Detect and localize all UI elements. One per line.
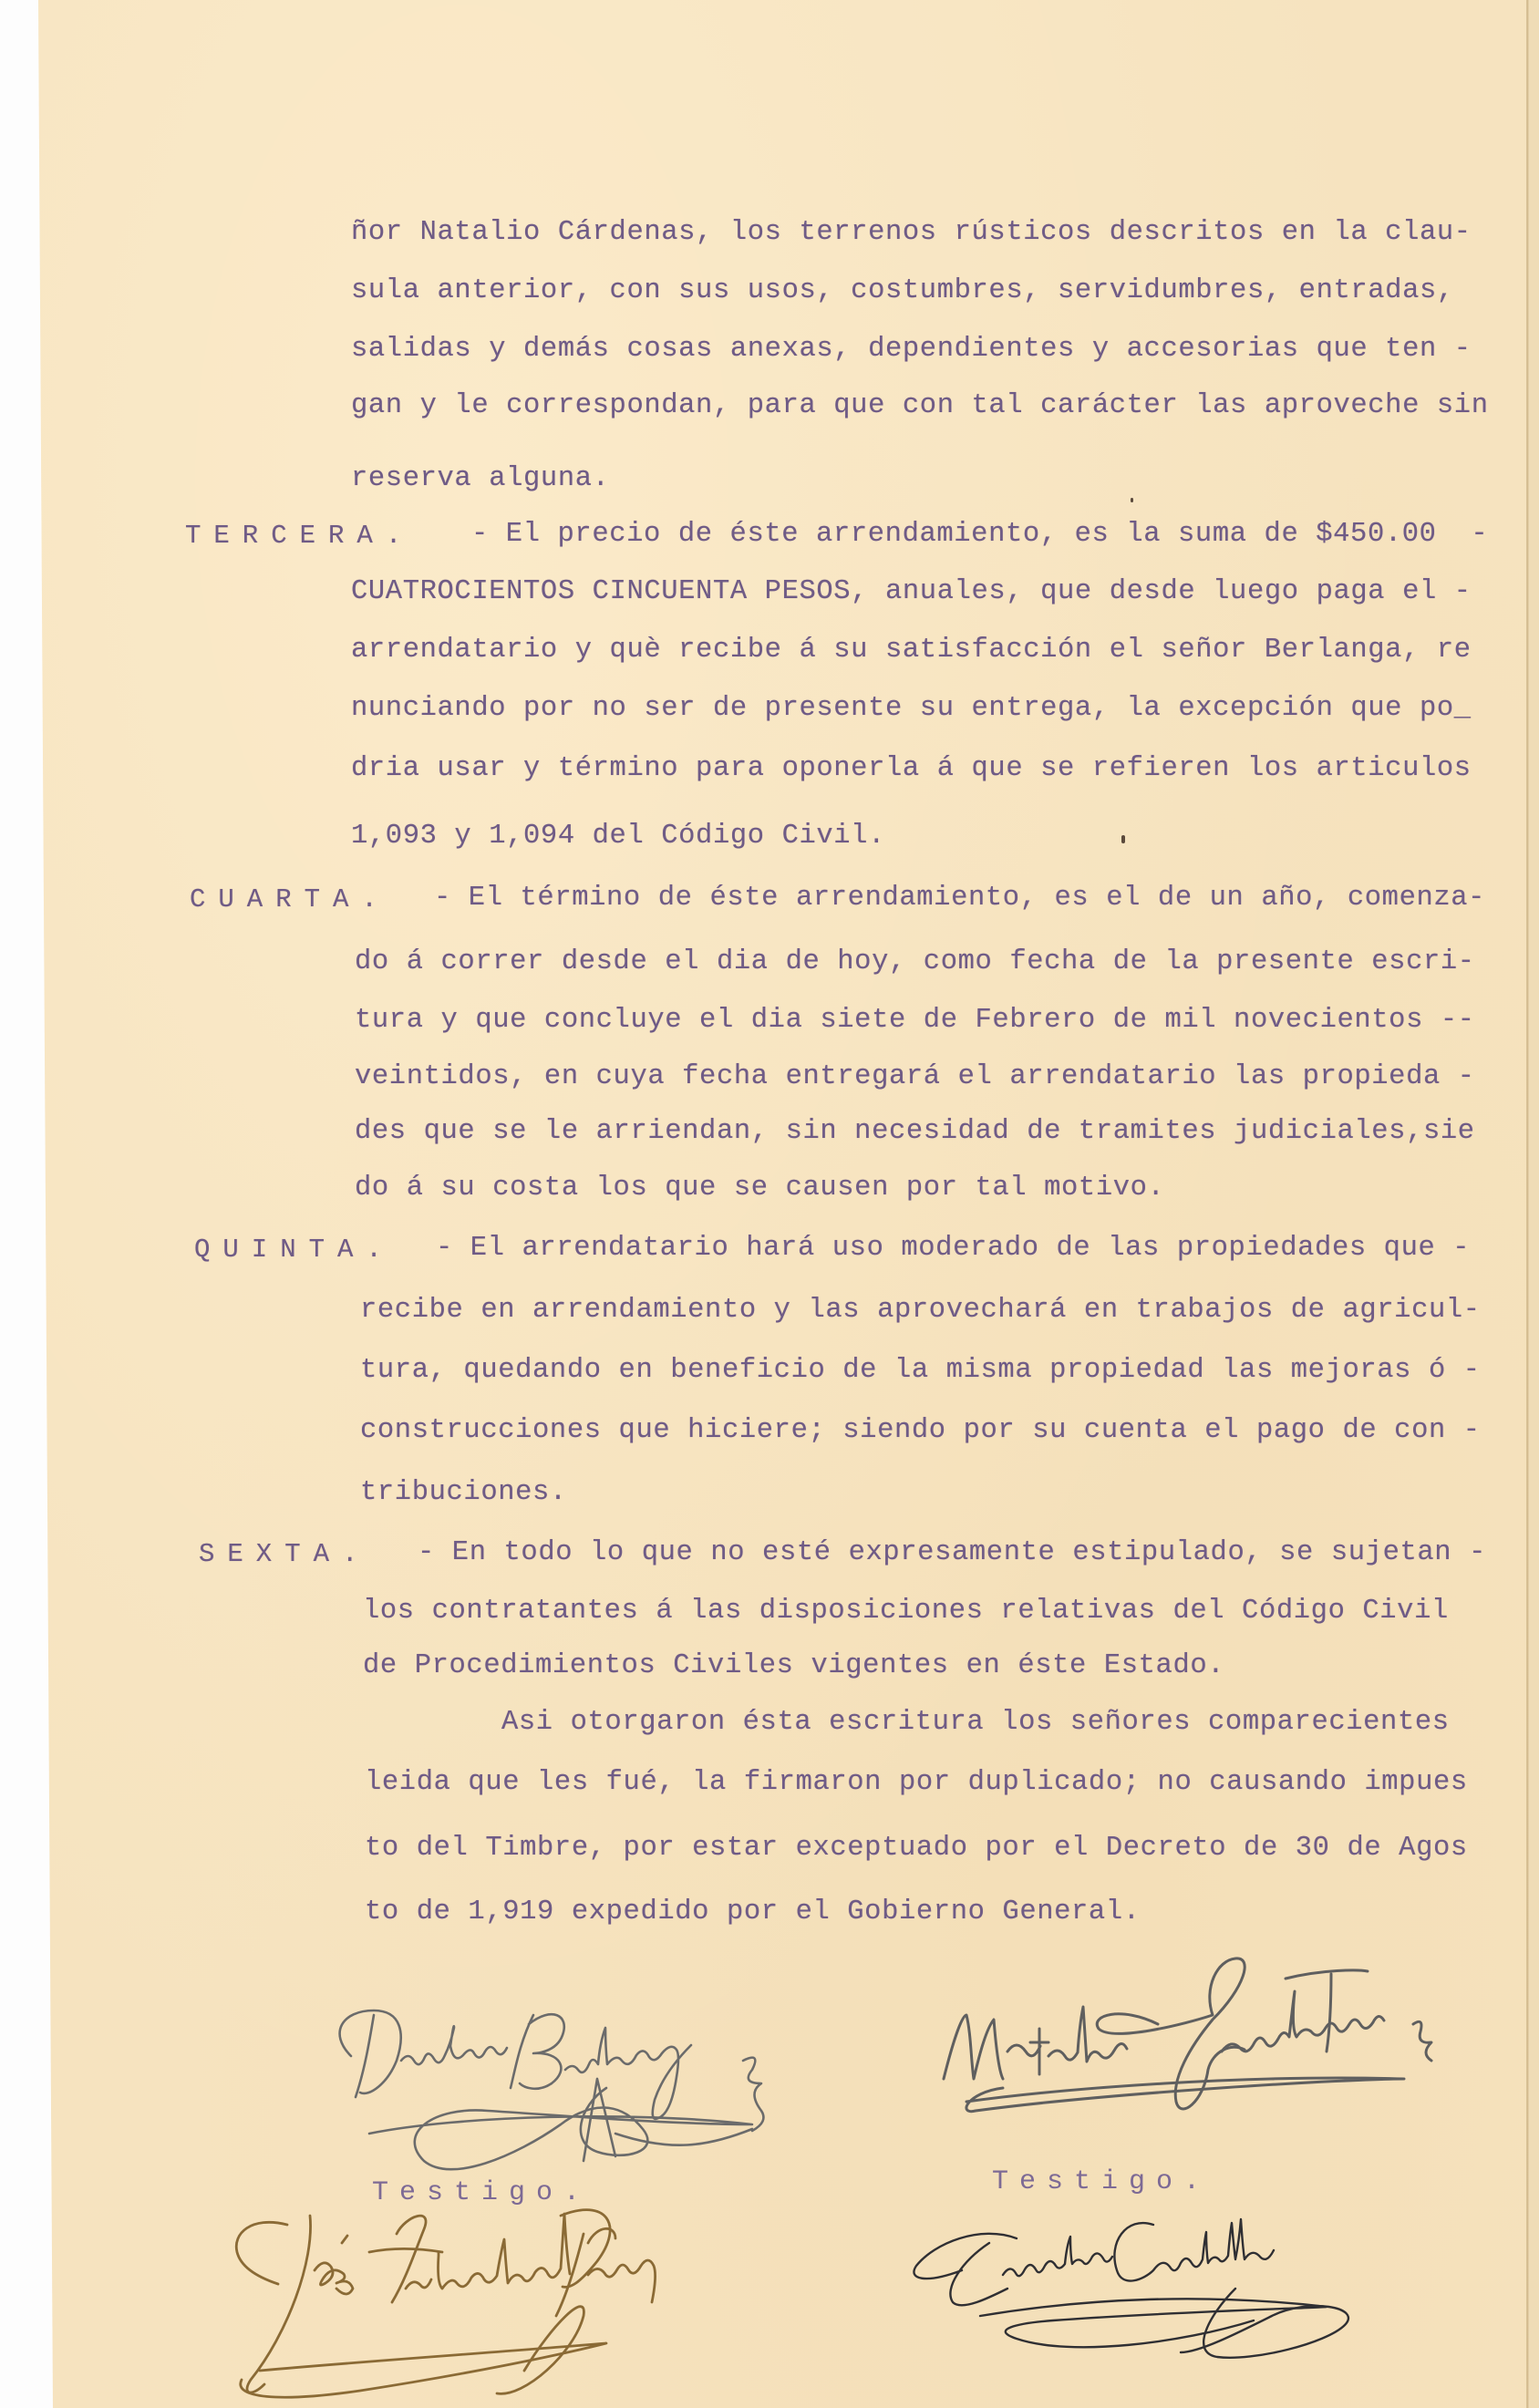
signature-berlanga-icon [324,1969,907,2170]
clause-heading-cuarta: CUARTA. [190,884,390,915]
signature-castilla-icon [907,2206,1400,2371]
clause-sexta-line-3: de Procedimientos Civiles vigentes en éste Estado. [363,1650,1225,1681]
clause-sexta-first-line: - En todo lo que no esté expresamente estipulado, se sujetan - [418,1537,1486,1568]
clause-cuarta-line-4: veintidos, en cuya fecha entregará el arrendatario las propieda - [355,1061,1475,1092]
opening-line-4: gan y le correspondan, para que con tal carácter las aproveche sin [351,390,1489,421]
signature-cardenas-icon [930,1942,1495,2124]
closing-line-2: leida que les fué, la firmaron por duplicado; no causando impues [365,1767,1468,1798]
signature-witness-1 [223,2197,807,2407]
clause-heading-quinta: QUINTA. [194,1235,395,1265]
signature-witness-2 [907,2206,1400,2371]
clause-quinta-first-line: - El arrendatario hará uso moderado de las propiedades que - [436,1233,1471,1264]
clause-tercera-line-6: 1,093 y 1,094 del Código Civil. [351,821,885,852]
page-fold-strip [1529,0,1539,2408]
clause-tercera-line-3: arrendatario y què recibe á su satisfacción el señor Berlanga, re [351,635,1472,666]
clause-quinta-line-4: construcciones que hiciere; siendo por su cuenta el pago de con - [360,1415,1481,1446]
signature-party-1 [324,1969,907,2170]
ink-speck [1131,498,1133,502]
clause-cuarta-line-5: des que se le arriendan, sin necesidad de tramites judiciales,sie [355,1116,1475,1147]
closing-line-3: to del Timbre, por estar exceptuado por el Decreto de 30 de Agos [365,1833,1468,1864]
signature-party-2 [930,1942,1495,2124]
opening-line-5: reserva alguna. [351,463,610,494]
ink-speck [1121,835,1125,843]
clause-cuarta-line-2: do á correr desde el dia de hoy, como fecha de la presente escri- [355,946,1475,977]
clause-sexta-line-2: los contratantes á las disposiciones relativas del Código Civil [363,1596,1449,1627]
clause-heading-sexta: SEXTA. [199,1539,371,1569]
opening-line-1: ñor Natalio Cárdenas, los terrenos rústicos descritos en la clau- [351,217,1472,248]
witness-1-label: Testigo. [372,2177,592,2208]
clause-tercera-line-5: dria usar y término para oponerla á que se refieren los articulos [351,753,1472,784]
clause-quinta-line-5: tribuciones. [360,1477,567,1508]
witness-2-label: Testigo. [992,2166,1212,2197]
clause-quinta-line-3: tura, quedando en beneficio de la misma propiedad las mejoras ó - [360,1355,1481,1386]
clause-tercera-line-4: nunciando por no ser de presente su entrega, la excepción que po_ [351,693,1472,724]
clause-tercera-first-line: - El precio de éste arrendamiento, es la suma de $450.00 - [471,519,1489,550]
closing-line-4: to de 1,919 expedido por el Gobierno General. [365,1896,1141,1927]
clause-tercera-line-2: CUATROCIENTOS CINCUENTA PESOS, anuales, que desde luego paga el - [351,576,1472,607]
page-fold-line [1526,0,1529,2408]
clause-cuarta-line-6: do á su costa los que se causen por tal motivo. [355,1173,1165,1204]
closing-first-line: Asi otorgaron ésta escritura los señores comparecientes [501,1707,1450,1738]
opening-line-2: sula anterior, con sus usos, costumbres, servidumbres, entradas, [351,275,1454,306]
clause-cuarta-first-line: - El término de éste arrendamiento, es el de un año, comenza- [434,883,1486,914]
signature-perez-icon [223,2197,807,2407]
clause-heading-tercera: TERCERA. [185,521,415,551]
clause-quinta-line-2: recibe en arrendamiento y las aprovechará en trabajos de agricul- [360,1295,1481,1326]
opening-line-3: salidas y demás cosas anexas, dependientes y accesorias que ten - [351,334,1472,365]
clause-cuarta-line-3: tura y que concluye el dia siete de Febrero de mil novecientos -- [355,1005,1475,1036]
